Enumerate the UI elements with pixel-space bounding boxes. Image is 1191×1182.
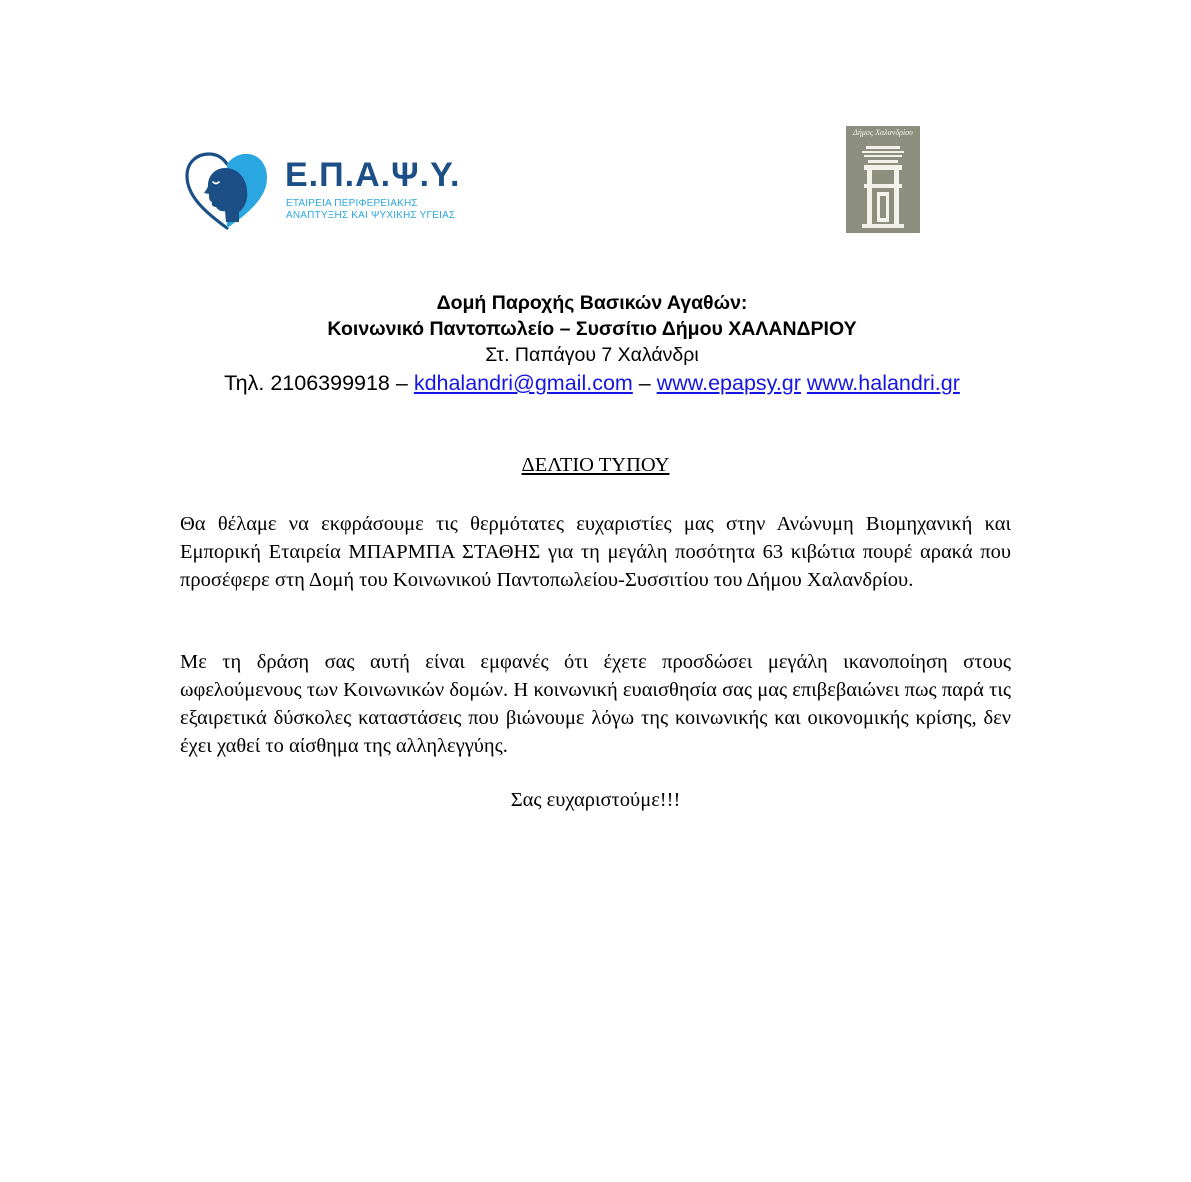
header-separator: – — [389, 371, 414, 395]
monument-icon — [846, 140, 920, 233]
body-paragraph-1: Θα θέλαμε να εκφράσουμε τις θερμότατες ευχαριστίες μας στην Ανώνυμη Βιομηχανική και Εμπορική Εταιρεία ΜΠΑΡΜΠΑ ΣΤΑΘΗΣ για τη μεγάλη ποσότητα 63 κιβώτια πουρέ αρακά που προσέφερε στη Δομή του Κοινωνικού Παντοπωλείου-Συσσιτίου του Δήμου Χαλανδρίου. — [180, 513, 1011, 591]
body-paragraph-2: Με τη δράση σας αυτή είναι εμφανές ότι έχετε προσδώσει μεγάλη ικανοποίηση στους ωφελούμενους των Κοινωνικών δομών. Η κοινωνική ευαισθησία σας μας επιβεβαιώνει πως παρά τις εξαιρετικά δύσκολες καταστάσεις που βιώνουμε λόγω της κοινωνικής και οικονομικής κρίσης, δεν έχει χαθεί το αίσθημα της αλληλεγγύης. — [180, 651, 1011, 757]
email-link[interactable]: kdhalandri@gmail.com — [413, 371, 633, 395]
municipality-logo — [846, 126, 920, 233]
organization-header — [160, 290, 1024, 398]
header-contact-line — [160, 369, 1024, 398]
epapsy-website-link[interactable]: www.epapsy.gr — [656, 371, 801, 395]
press-release-title — [180, 454, 1011, 477]
municipality-logo-caption: Δήμος Χαλανδρίου — [853, 128, 913, 137]
epapsy-brand-subtitle — [286, 198, 455, 222]
header-title-line1: Δομή Παροχής Βασικών Αγαθών: — [436, 292, 748, 314]
header-phone: Τηλ. 2106399918 — [224, 371, 390, 395]
header-title-line2: Κοινωνικό Παντοπωλείο – Συσσίτιο Δήμου ΧΑΛΑΝΔΡΙΟΥ — [327, 318, 857, 340]
epapsy-subtitle-line2: ΑΝΑΠΤΥΞΗΣ ΚΑΙ ΨΥΧΙΚΗΣ ΥΓΕΙΑΣ — [286, 210, 456, 221]
epapsy-logo — [185, 150, 461, 232]
closing-thanks: Σας ευχαριστούμε!!! — [510, 789, 681, 811]
header-separator: – — [632, 371, 657, 395]
head-heart-logo-icon — [185, 150, 269, 232]
halandri-website-link[interactable]: www.halandri.gr — [806, 371, 960, 395]
epapsy-subtitle-line1: ΕΤΑΙΡΕΙΑ ΠΕΡΙΦΕΡΕΙΑΚΗΣ — [286, 198, 418, 209]
press-release-title-text: ΔΕΛΤΙΟ ΤΥΠΟΥ — [521, 454, 670, 476]
epapsy-brand-name: Ε.Π.Α.Ψ.Υ. — [285, 156, 461, 194]
header-address: Στ. Παπάγου 7 Χαλάνδρι — [485, 344, 699, 366]
